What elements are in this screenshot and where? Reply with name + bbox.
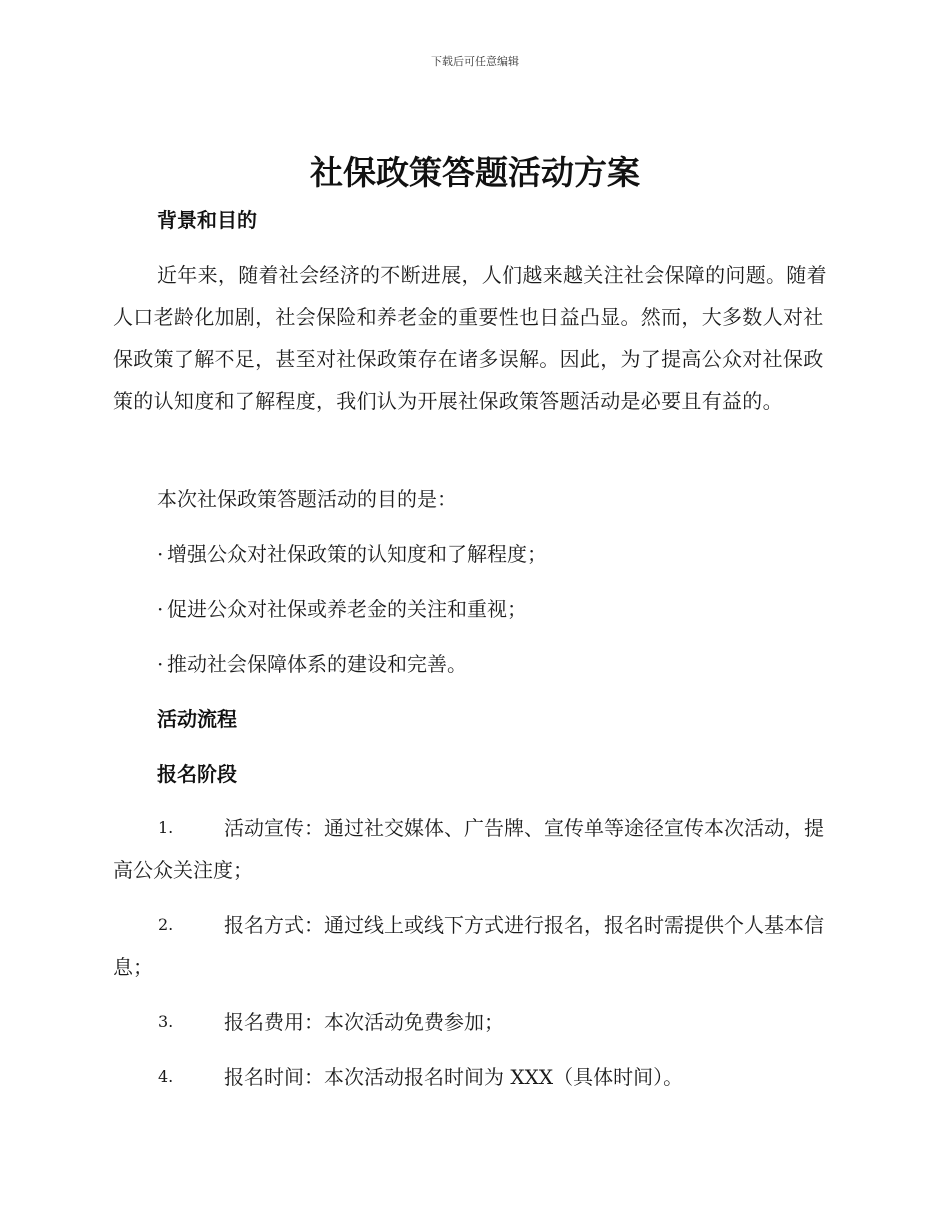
document-title: 社保政策答题活动方案 [310,153,640,192]
background-paragraph: 近年来，随着社会经济的不断进展，人们越来越关注社会保障的问题。随着人口老龄化加剧，社会保险和养老金的重要性也日益凸显。然而，大多数人对社保政策了解不足，甚至对社保政策存在诸多误解。因此，为了提高公众对社保政策的认知度和了解程度，我们认为开展社保政策答题活动是必要且有益的。 [113,263,827,413]
list-item [113,807,835,891]
heading-process: 活动流程 [157,707,237,731]
bullet-text: 促进公众对社保或养老金的关注和重视； [167,597,527,621]
list-text: 报名费用：本次活动免费参加； [224,1010,504,1034]
purpose-intro: 本次社保政策答题活动的目的是： [157,487,457,511]
list-item [113,1056,835,1098]
subheading-registration: 报名阶段 [157,762,237,786]
list-item [113,1001,835,1043]
bullet-item [157,594,527,624]
bullet-text: 增强公众对社保政策的认知度和了解程度； [167,542,547,566]
heading-background: 背景和目的 [157,208,257,232]
list-number: 4. [158,1067,174,1086]
bullet-icon: · [157,542,164,566]
bullet-item [157,539,547,569]
bullet-icon: · [157,597,164,621]
bullet-icon: · [157,652,164,676]
list-text: 活动宣传：通过社交媒体、广告牌、宣传单等途径宣传本次活动，提高公众关注度； [113,816,824,882]
bullet-text: 推动社会保障体系的建设和完善。 [167,652,467,676]
list-number: 2. [158,915,174,934]
page-header: 下载后可任意编辑 [431,55,519,68]
list-text: 报名时间：本次活动报名时间为 XXX（具体时间）。 [224,1065,684,1089]
list-number: 3. [158,1012,174,1031]
list-number: 1. [158,818,174,837]
list-text: 报名方式：通过线上或线下方式进行报名，报名时需提供个人基本信息； [113,913,824,979]
bullet-item [157,649,467,679]
list-item [113,904,835,988]
